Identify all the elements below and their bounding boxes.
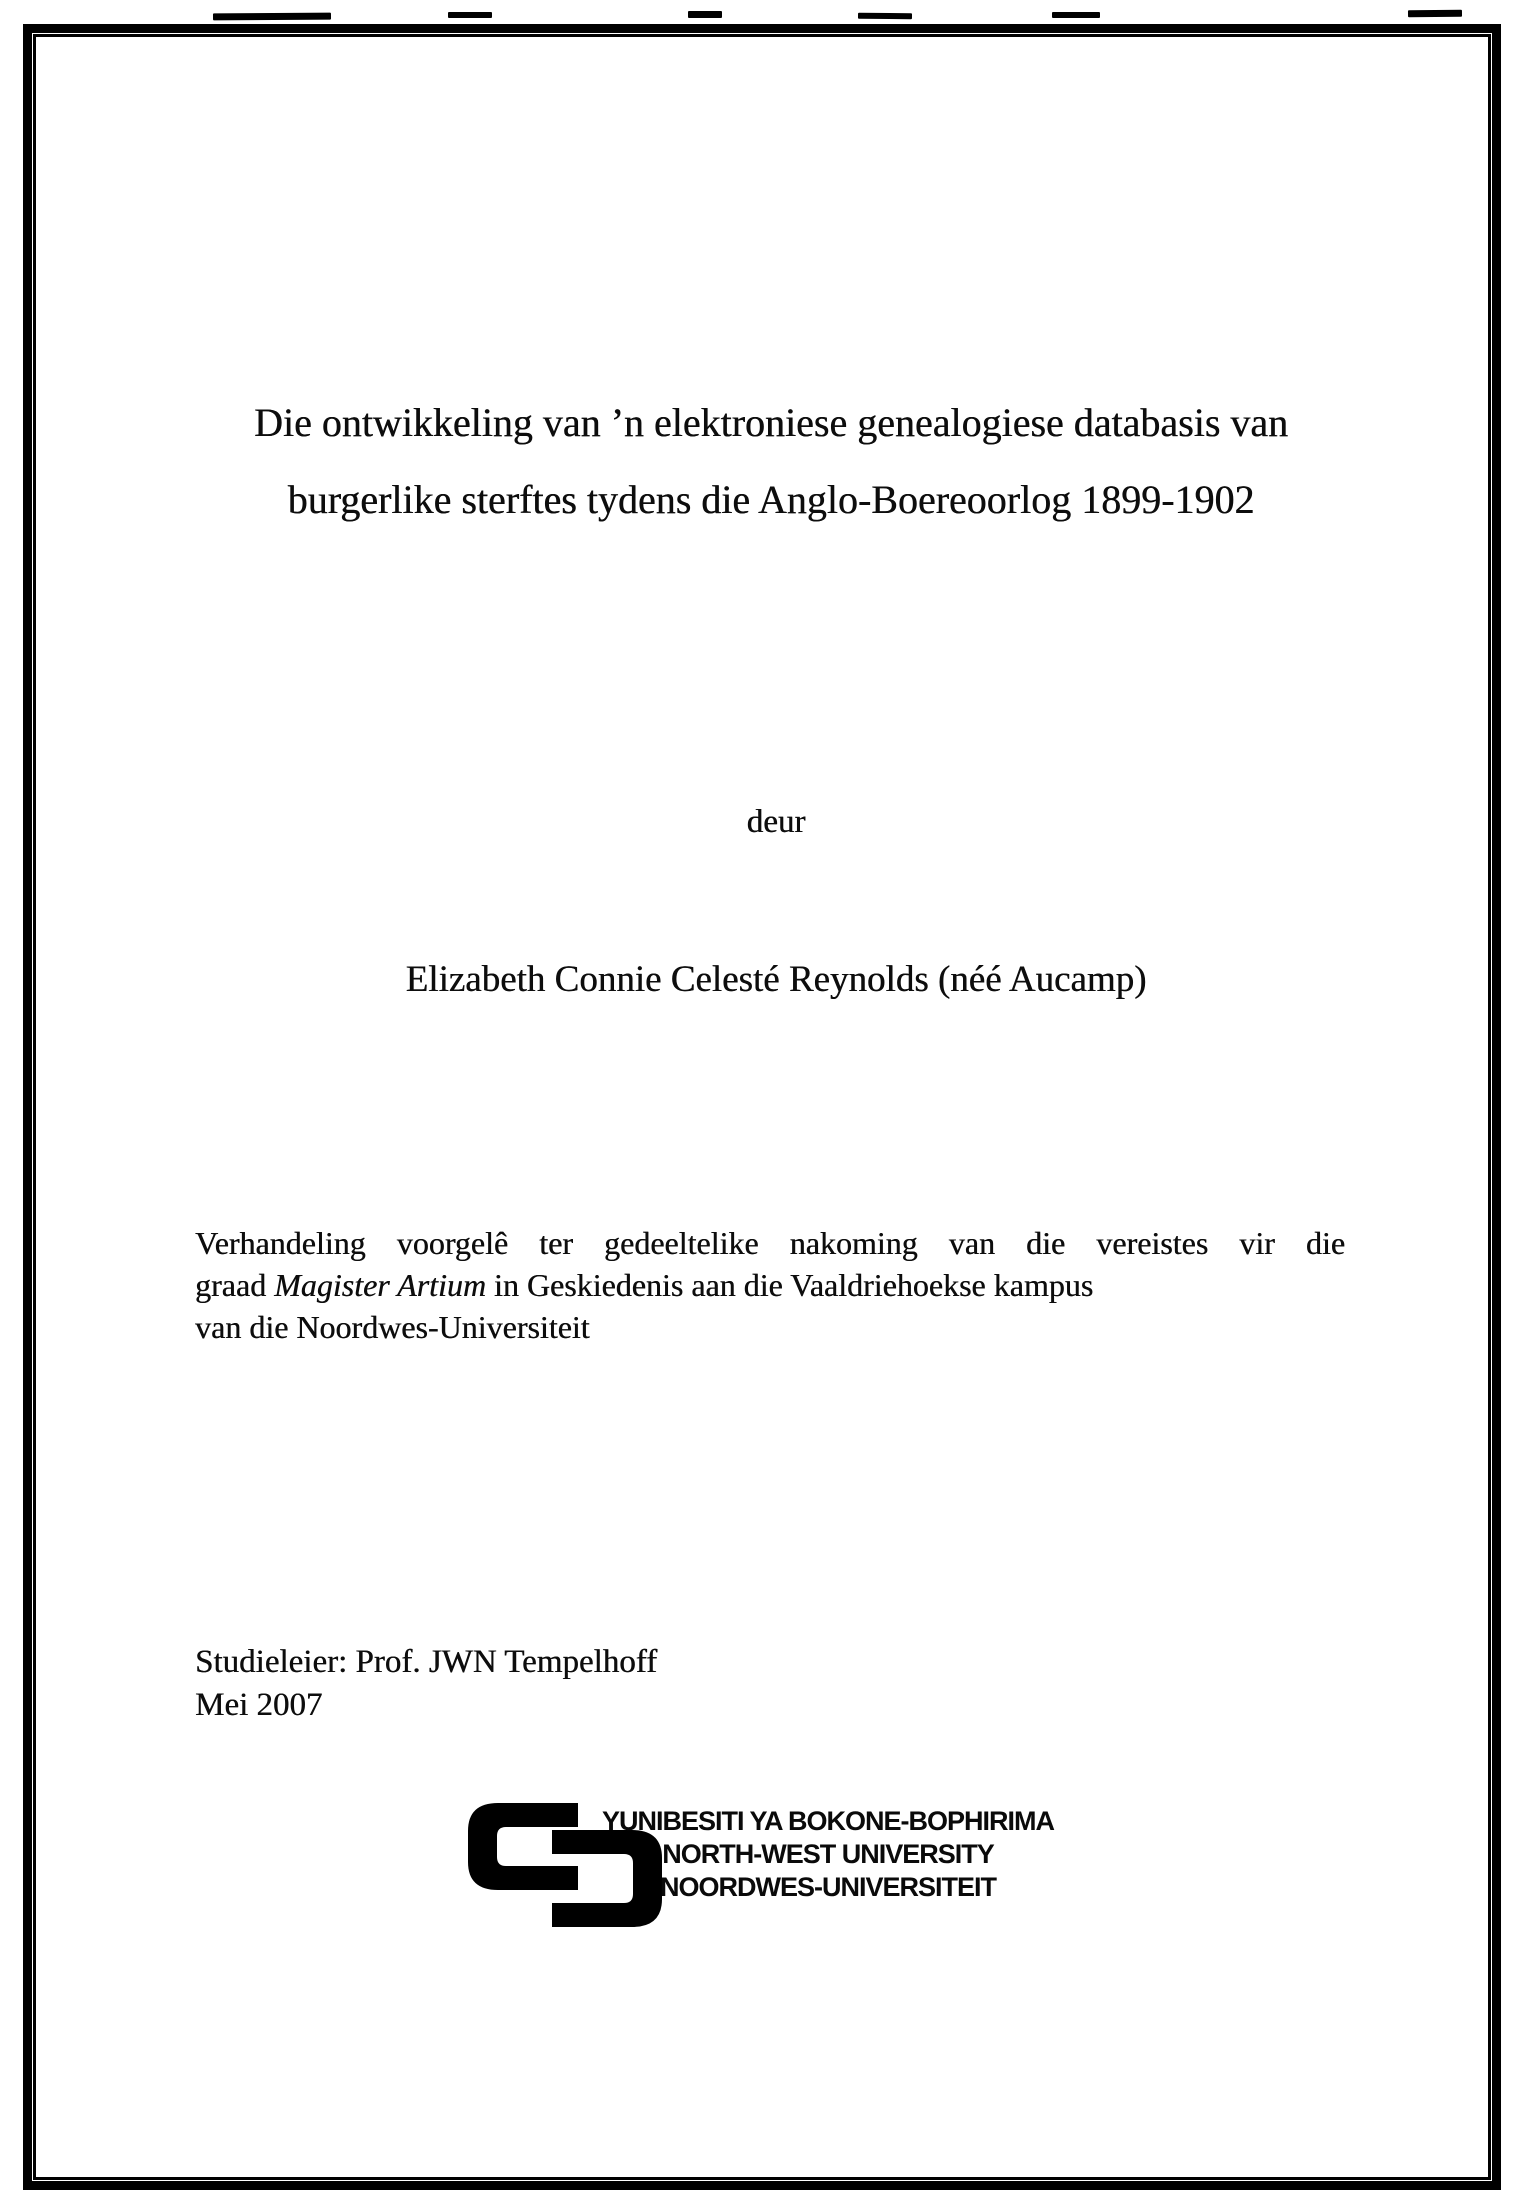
scan-artifact <box>1408 10 1462 18</box>
degree-statement-line1: Verhandeling voorgelê ter gedeeltelike nakoming van die vereistes vir die <box>195 1225 1345 1261</box>
thesis-title-line1: Die ontwikkeling van ’n elektroniese genealogiese databasis van <box>253 400 1289 445</box>
byline-label: deur <box>746 804 806 840</box>
supervisor-line: Studieleier: Prof. JWN Tempelhoff <box>195 1644 658 1680</box>
date-line: Mei 2007 <box>195 1687 323 1723</box>
author-name: Elizabeth Connie Celesté Reynolds (néé Aucamp) <box>405 959 1147 1000</box>
scan-artifact <box>213 13 331 21</box>
thesis-title <box>15 384 1527 538</box>
degree-statement-line2-prefix: graad <box>195 1267 275 1303</box>
degree-name-italic: Magister Artium <box>274 1267 486 1303</box>
thesis-title-line2: burgerlike sterftes tydens die Anglo-Boereoorlog 1899-1902 <box>287 477 1255 522</box>
degree-statement-line2 <box>195 1264 1345 1306</box>
scan-artifact <box>858 13 912 19</box>
scan-artifact <box>688 11 722 18</box>
scan-artifact <box>1052 12 1100 18</box>
degree-statement-line3: van die Noordwes-Universiteit <box>195 1309 590 1345</box>
logo-text-afrikaans: NOORDWES-UNIVERSITEIT <box>659 1872 996 1902</box>
scan-artifact <box>448 12 492 18</box>
university-logo-text <box>578 1805 1078 1904</box>
logo-text-setswana: YUNIBESITI YA BOKONE-BOPHIRIMA <box>601 1806 1055 1836</box>
supervisor-block <box>195 1641 657 1727</box>
degree-statement <box>195 1222 1345 1348</box>
logo-text-english: NORTH-WEST UNIVERSITY <box>662 1839 994 1869</box>
degree-statement-line2-suffix: in Geskiedenis aan die Vaaldriehoekse kampus <box>485 1267 1094 1303</box>
